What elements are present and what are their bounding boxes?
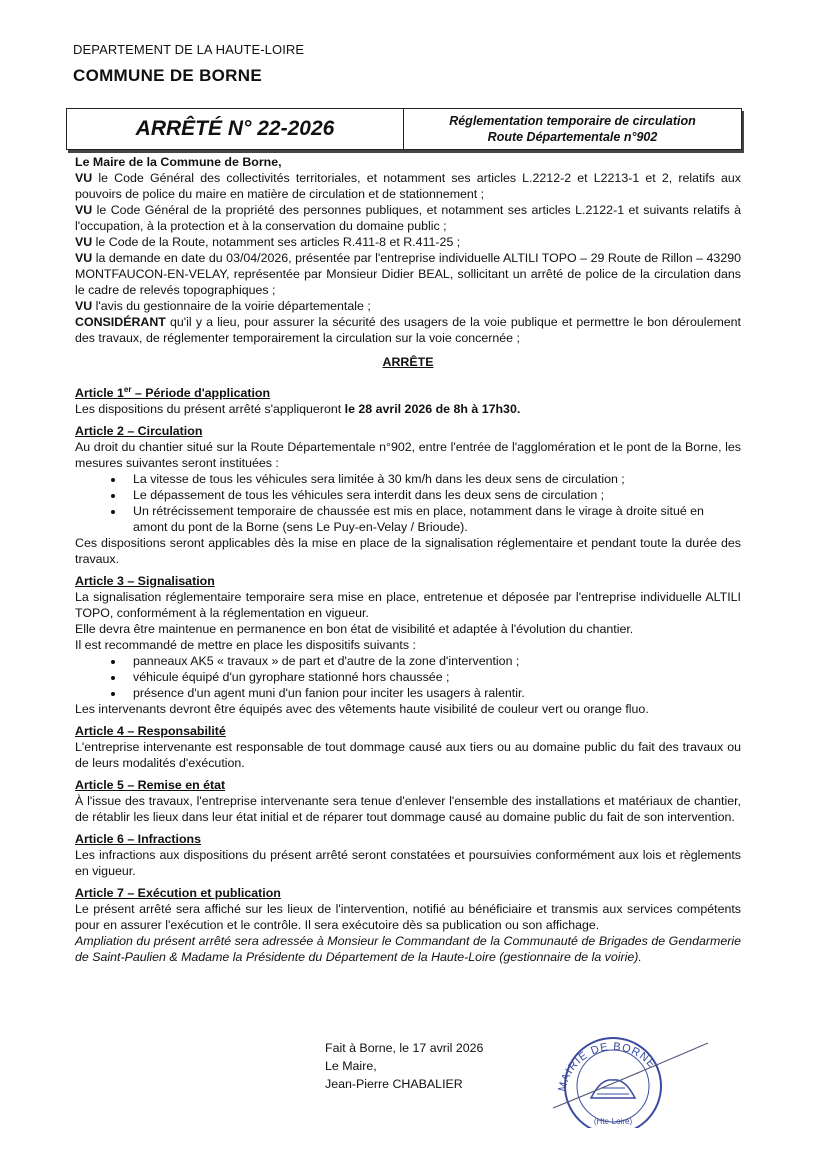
article-1-date: le 28 avril 2026 de 8h à 17h30. bbox=[344, 402, 521, 417]
list-item: • véhicule équipé d'un gyrophare stationné hors chaussée ; bbox=[125, 669, 741, 685]
document-body bbox=[75, 154, 741, 965]
article-1-text bbox=[75, 401, 741, 417]
list-item: • présence d'un agent muni d'un fanion pour inciter les usagers à ralentir. bbox=[125, 685, 741, 701]
article-2-outro: Ces dispositions seront applicables dès la mise en place de la signalisation réglementaire et pendant toute la durée des travaux. bbox=[75, 536, 741, 567]
stamp-text-bottom: (Hte-Loire) bbox=[593, 1117, 633, 1126]
title-box bbox=[66, 108, 742, 150]
commune-name: COMMUNE DE BORNE bbox=[73, 66, 262, 85]
vu-2 bbox=[75, 202, 741, 234]
mairie-stamp-icon bbox=[513, 1028, 713, 1128]
vu-3 bbox=[75, 234, 741, 250]
considerant bbox=[75, 314, 741, 346]
article-7-text: Le présent arrêté sera affiché sur les lieux de l'intervention, notifié au bénéficiaire et transmis aux services compétents pour en assurer l'exécution et le contrôle. Il sera exécutoire dès sa publication ou son affichage. bbox=[75, 902, 741, 933]
article-6-text: Les infractions aux dispositions du présent arrêté seront constatées et poursuivies conformément aux lois et règlements en vigueur. bbox=[75, 848, 741, 879]
arrete-number: ARRÊTÉ N° 22-2026 bbox=[67, 109, 404, 149]
article-1-title-rest: – Période d'application bbox=[131, 386, 271, 401]
considerant-label: CONSIDÉRANT bbox=[75, 315, 166, 329]
signature-block bbox=[325, 1039, 483, 1093]
stamp-text-top: MAIRIE DE BORNE bbox=[556, 1040, 659, 1093]
arrete-heading: ARRÊTE bbox=[382, 355, 434, 369]
article-3-p3: Il est recommandé de mettre en place les dispositifs suivants : bbox=[75, 638, 416, 653]
article-1-title bbox=[75, 382, 741, 401]
article-2-list bbox=[75, 471, 741, 535]
vu-5-text: l'avis du gestionnaire de la voirie départementale ; bbox=[92, 299, 371, 313]
list-item: • Le dépassement de tous les véhicules sera interdit dans les deux sens de circulation ; bbox=[125, 487, 741, 503]
vu-3-text: le Code de la Route, notamment ses articles R.411-8 et R.411-25 ; bbox=[92, 235, 461, 249]
vu-4 bbox=[75, 250, 741, 298]
vu-2-text: le Code Général de la propriété des personnes publiques, et notamment ses articles L.2122-1 et suivants relatifs à l'occupation, à la protection et à la conservation du domaine public ; bbox=[75, 203, 741, 233]
article-4-text: L'entreprise intervenante est responsable de tout dommage causé aux tiers ou au domaine public du fait des travaux ou de leurs modalités d'exécution. bbox=[75, 740, 741, 771]
article-5-text: À l'issue des travaux, l'entreprise intervenante sera tenue d'enlever l'ensemble des installations et matériaux de chantier, de rétablir les lieux dans leur état initial et de réparer tout dommage causé au domaine public du fait de son intervention. bbox=[75, 794, 741, 825]
subject-line-2: Route Départementale n°902 bbox=[487, 130, 658, 144]
article-4-title: Article 4 – Responsabilité bbox=[75, 724, 226, 739]
vu-label: VU bbox=[75, 299, 93, 313]
subject-line-1: Réglementation temporaire de circulation bbox=[449, 114, 696, 128]
vu-label: VU bbox=[75, 171, 93, 185]
article-3-outro: Les intervenants devront être équipés avec des vêtements haute visibilité de couleur vert ou orange fluo. bbox=[75, 702, 649, 717]
list-item: • La vitesse de tous les véhicules sera limitée à 30 km/h dans les deux sens de circulation ; bbox=[125, 471, 741, 487]
vu-1-text: le Code Général des collectivités territoriales, et notamment ses articles L.2212-2 et L2213-1 et 2, relatifs aux pouvoirs de police du maire en matière de circulation et de stationnement ; bbox=[75, 171, 741, 201]
vu-label: VU bbox=[75, 203, 93, 217]
vu-1 bbox=[75, 170, 741, 202]
signatory-role: Le Maire, bbox=[325, 1059, 377, 1073]
article-7-title: Article 7 – Exécution et publication bbox=[75, 886, 281, 901]
list-item: • panneaux AK5 « travaux » de part et d'autre de la zone d'intervention ; bbox=[125, 653, 741, 669]
article-1-text-pre: Les dispositions du présent arrêté s'appliqueront bbox=[75, 402, 345, 417]
article-2-intro: Au droit du chantier situé sur la Route Départementale n°902, entre l'entrée de l'agglomération et le pont de la Borne, les mesures suivantes seront instituées : bbox=[75, 440, 741, 471]
article-7-ampliation: Ampliation du présent arrêté sera adressée à Monsieur le Commandant de la Communauté de Brigades de Gendarmerie de Saint-Paulien & Madame la Présidente du Département de la Haute-Loire (gestionnaire de la voirie). bbox=[75, 934, 741, 965]
vu-label: VU bbox=[75, 235, 93, 249]
article-3-p1: La signalisation réglementaire temporaire sera mise en place, entretenue et déposée par l'entreprise individuelle ALTILI TOPO, conformément à la réglementation en vigueur. bbox=[75, 590, 741, 621]
department-name: DEPARTEMENT DE LA HAUTE-LOIRE bbox=[73, 42, 305, 57]
article-1-sup: er bbox=[123, 385, 132, 394]
article-3-list bbox=[75, 653, 741, 701]
article-6-title: Article 6 – Infractions bbox=[75, 832, 202, 847]
arrete-subject bbox=[404, 109, 741, 149]
preamble-intro: Le Maire de la Commune de Borne, bbox=[75, 155, 282, 169]
article-2-title: Article 2 – Circulation bbox=[75, 424, 203, 439]
list-item: • Un rétrécissement temporaire de chaussée est mis en place, notamment dans le virage à droite situé en amont du pont de la Borne (sens Le Puy-en-Velay / Brioude). bbox=[125, 503, 741, 535]
article-5-title: Article 5 – Remise en état bbox=[75, 778, 226, 793]
place-date: Fait à Borne, le 17 avril 2026 bbox=[325, 1041, 484, 1055]
signatory-name: Jean-Pierre CHABALIER bbox=[325, 1077, 463, 1091]
vu-4-text: la demande en date du 03/04/2026, présentée par l'entreprise individuelle ALTILI TOPO – 29 Route de Rillon – 43290 MONTFAUCON-EN-VELAY, représentée par Monsieur Didier BEAL, sollicitant un arrêté de police de la circulation dans le cadre de relevés topographiques ; bbox=[75, 251, 741, 297]
article-3-title: Article 3 – Signalisation bbox=[75, 574, 215, 589]
vu-label: VU bbox=[75, 251, 93, 265]
article-1-title-text: Article 1 bbox=[75, 386, 124, 401]
vu-5 bbox=[75, 298, 741, 314]
article-3-p2: Elle devra être maintenue en permanence en bon état de visibilité et adaptée à l'évolution du chantier. bbox=[75, 622, 634, 637]
considerant-text: qu'il y a lieu, pour assurer la sécurité des usagers de la voie publique et permettre le bon déroulement des travaux, de réglementer temporairement la circulation sur la voie concernée ; bbox=[75, 315, 741, 345]
